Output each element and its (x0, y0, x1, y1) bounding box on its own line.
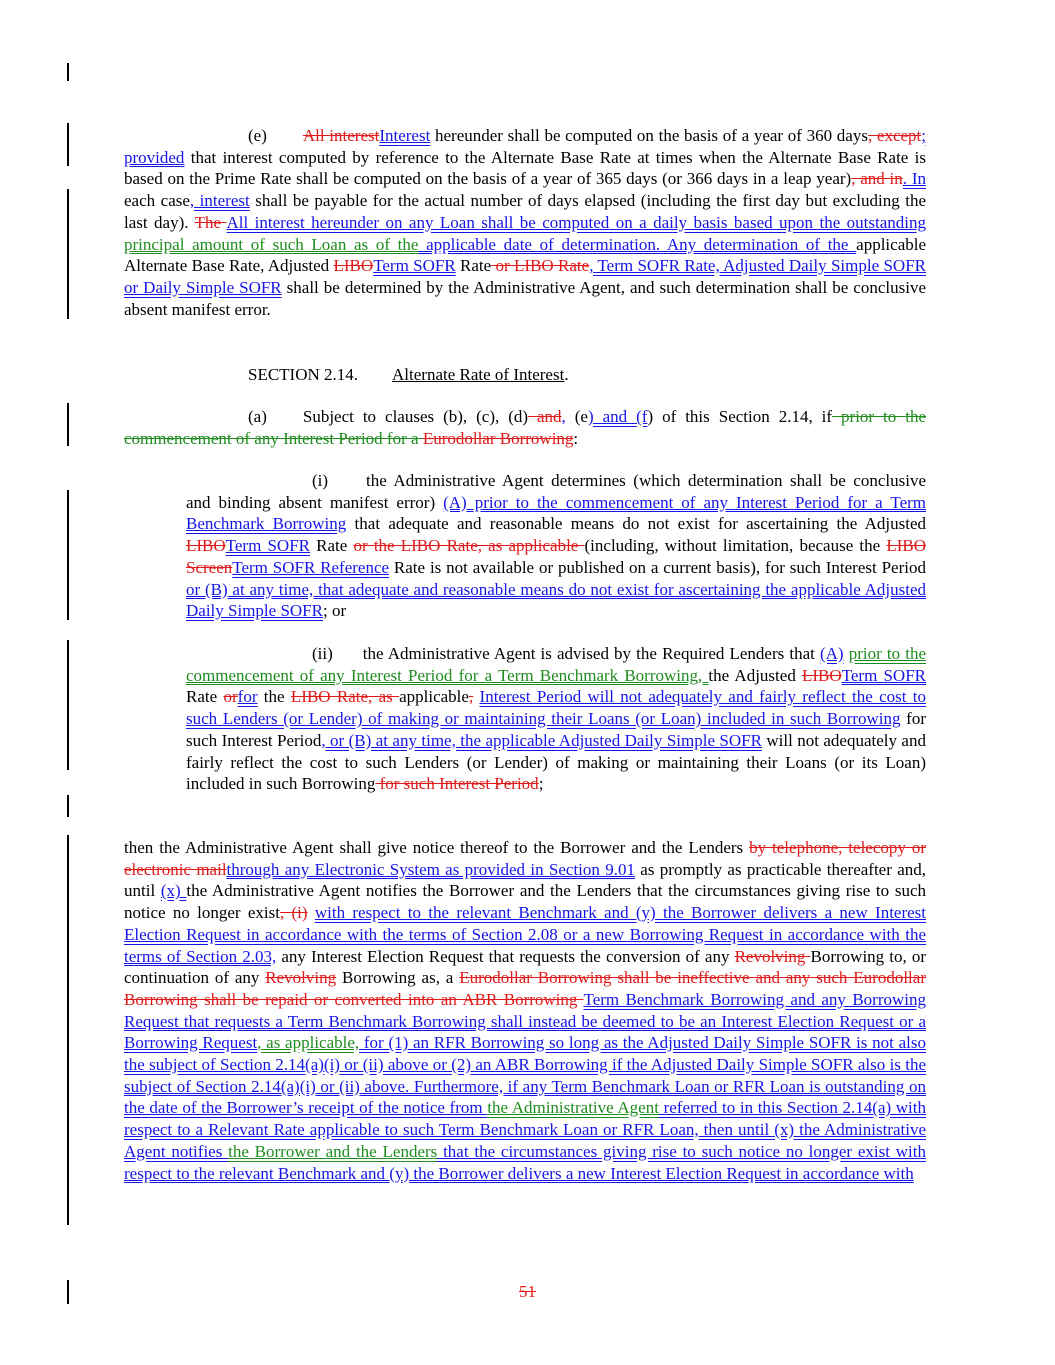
paragraph-then (124, 837, 926, 1184)
inserted-text: applicable date of determination. Any determination of the (418, 234, 857, 254)
inserted-text: through any Electronic System as provided in Section 9.01 (226, 859, 635, 879)
paragraph-ii-label: (ii) (312, 644, 333, 663)
paragraph-a-label: (a) (248, 407, 267, 426)
text-run: Subject to clauses (b), (c), (d) (302, 407, 529, 426)
inserted-text: or (B) at any time, that adequate and reasonable means do not exist for ascertaining the applicable Adjusted Daily Simple SOFR (186, 579, 926, 621)
text-run: each case (124, 191, 190, 211)
paragraph-a (124, 406, 926, 449)
deleted-text: or (223, 687, 238, 707)
inserted-text: referred to in this Section 2.14(a) with respect to a Relevant Rate applicable to such Term Benchmark Loan or RFR Loan, then until (x) the Administrative Agent notifies (124, 1098, 927, 1161)
change-bar (67, 123, 69, 166)
text-run: Rate (310, 536, 354, 556)
text-run: the (257, 687, 291, 707)
section-heading (124, 364, 926, 386)
text-run: Rate (455, 256, 492, 276)
inserted-text: (x) (160, 881, 187, 901)
deleted-text: LIBO Screen (186, 536, 927, 577)
text-run: will not adequately and fairly reflect the cost to such Lenders (or Lender) of making or maintaining their Loans (or its Loan) included in such Borrowing (186, 730, 926, 794)
deleted-text: LIBO Rate, as (290, 687, 400, 707)
paragraph-e-text (124, 126, 926, 319)
text-run: ; or (322, 601, 347, 621)
inserted-text: (A) prior to the commencement of any Interest Period for a Term Benchmark Borrowing (186, 492, 927, 534)
text-run: that interest computed by reference to the Alternate Base Rate at times when the Alternate Base Rate is based on the Prime Rate shall be computed on the basis of a year of 365 days (or 366 days in a leap year) (124, 147, 926, 189)
inserted-text: , interest (189, 191, 250, 211)
inserted-text: that the circumstances giving rise to such notice no longer exist with respect to the relevant Benchmark and (y) the Borrower delivers a new Interest Election Request in accordance with (124, 1141, 926, 1183)
inserted-text: ) and (f (587, 407, 648, 426)
section-title: Alternate Rate of Interest (392, 365, 565, 384)
text-run: : (573, 428, 579, 448)
deleted-text: Eurodollar Borrowing (422, 428, 574, 448)
paragraph-ii-text (186, 644, 926, 793)
text-run: the Administrative Agent notifies the Borrower and the Lenders that the circumstances giving rise to such notice no longer exist (124, 881, 926, 923)
moved-text: principal amount of such Loan as of the (124, 234, 419, 254)
moved-text: prior to the commencement of any Interest Period for a Term Benchmark Borrowing, (186, 644, 926, 685)
deleted-text: LIBO (186, 536, 226, 556)
inserted-text: Interest Period will not adequately and fairly reflect the cost to such Lenders (or Lender) of making or maintaining their Loans (or Loan) included in such Borrowing (186, 687, 927, 729)
text-run: shall be payable for the actual number of days elapsed (including the first day but excluding the last day). (124, 191, 926, 232)
deleted-text: LIBO (333, 256, 374, 276)
text-run: Rate is not available or published on a current basis), for such Interest Period (389, 557, 926, 577)
inserted-text: (A) (819, 644, 844, 663)
deleted-text: or the LIBO Rate, as applicable (353, 536, 585, 556)
deleted-text: Revolving (734, 946, 811, 966)
inserted-text: , (561, 407, 566, 426)
inserted-text: , Term SOFR Rate, Adjusted Daily Simple SOFR or Daily Simple SOFR (124, 256, 927, 297)
deleted-text: LIBO (802, 665, 842, 685)
paragraph-then-text (124, 838, 926, 1183)
section-title-period: . (564, 365, 569, 384)
deleted-text: , and in (851, 169, 903, 189)
inserted-text: Term SOFR (841, 665, 927, 685)
deleted-text: , (468, 687, 474, 707)
inserted-text: Term SOFR (373, 256, 456, 276)
text-run: Borrowing as, a (336, 968, 460, 988)
change-bar (67, 795, 69, 817)
deleted-text: , (i) (279, 903, 308, 923)
change-bar (67, 63, 69, 81)
text-run: then the Administrative Agent shall give notice thereof to the Borrower and the Lenders (124, 838, 750, 857)
paragraph-ii (186, 643, 926, 795)
text-run: the Adjusted (708, 665, 802, 685)
inserted-text: for (237, 687, 258, 707)
paragraph-i-label: (i) (312, 471, 329, 490)
moved-deleted-text: prior to the commencement of any Interest Period for a (124, 407, 927, 448)
moved-text: the Borrower and the Lenders (228, 1141, 438, 1161)
inserted-text: for (1) an RFR Borrowing so long as the Adjusted Daily Simple SOFR is not also the subject of Section 2.14(a)(i) or (ii) above or (2) an ABR Borrowing if the Adjusted Daily Simple SOFR also is the subject of Section 2.14(a)(i) or (ii) above. Furthermore, if any Term Benchmark Loan or RFR Loan is outstanding on the date of the Borrower’s receipt of the notice from (124, 1033, 927, 1118)
page-number: 51 (519, 1282, 536, 1301)
inserted-text: . In (902, 169, 926, 189)
paragraph-a-text (124, 407, 926, 448)
section-number: SECTION 2.14. (248, 365, 359, 384)
text-run: Borrowing to, or continuation of any (124, 946, 926, 988)
moved-text: the Administrative Agent (487, 1098, 659, 1118)
change-bar (67, 210, 69, 319)
inserted-text: , or (B) at any time, the applicable Adjusted Daily Simple SOFR (321, 730, 762, 750)
text-run: (e (565, 407, 588, 426)
change-bar (67, 189, 69, 211)
text-run: ; (538, 774, 544, 794)
text-run: Rate (186, 687, 224, 707)
change-bar (67, 835, 69, 1225)
text-run (308, 903, 315, 922)
inserted-text: Interest (379, 126, 431, 145)
inserted-text: Term SOFR Reference (232, 557, 390, 577)
deleted-text: by telephone, telecopy or electronic mail (124, 838, 926, 879)
text-run: hereunder shall be computed on the basis of a year of 360 days (430, 126, 868, 145)
inserted-text: with respect to the relevant Benchmark and (y) the Borrower delivers a new Interest Election Request in accordance with the terms of Section 2.08 or a new Borrowing Request in accordance with the terms of Section 2.03, (124, 903, 927, 966)
text-run: ) of this Section 2.14, if (647, 407, 833, 426)
paragraph-e (124, 125, 926, 320)
inserted-text: Term SOFR (225, 536, 310, 556)
paragraph-e-label: (e) (248, 126, 267, 145)
deleted-text: The (194, 212, 227, 232)
text-run: applicable Alternate Base Rate, Adjusted (124, 234, 927, 276)
text-run: that adequate and reasonable means do not exist for ascertaining the Adjusted (346, 514, 926, 534)
inserted-text: ; provided (124, 126, 927, 167)
text-run: the Administrative Agent is advised by the Required Lenders that (362, 644, 820, 663)
moved-text: , as applicable, (257, 1033, 360, 1053)
text-run: shall be determined by the Administrative Agent, and such determination shall be conclusive absent manifest error. (124, 277, 927, 319)
deleted-text: All interest (302, 126, 380, 145)
deleted-text: , except (867, 126, 922, 145)
text-run: the Administrative Agent determines (which determination shall be conclusive and binding absent manifest error) (186, 471, 926, 512)
deleted-text: and (528, 407, 562, 426)
text-run: applicable (399, 687, 469, 707)
text-run: any Interest Election Request that requests the conversion of any (276, 946, 735, 966)
change-bar (67, 640, 69, 770)
inserted-text: All interest hereunder on any Loan shall be computed on a daily basis based upon the outstanding (226, 212, 926, 232)
change-bar (67, 403, 69, 446)
deleted-text: or LIBO Rate (491, 256, 590, 276)
paragraph-i-text (186, 471, 926, 620)
paragraph-i (186, 470, 926, 622)
text-run: (including, without limitation, because the (584, 536, 887, 556)
deleted-text: Revolving (265, 968, 337, 988)
deleted-text: for such Interest Period (375, 774, 539, 794)
inserted-text: Term Benchmark Borrowing and any Borrowing Request that requests a Term Benchmark Borrowing shall instead be deemed to be an Interest Election Request or a Borrowing Request (124, 989, 926, 1053)
text-run: as promptly as practicable thereafter and, until (124, 859, 926, 901)
deleted-text: Eurodollar Borrowing shall be ineffective and any such Eurodollar Borrowing shall be repaid or converted into an ABR Borrowing (124, 968, 926, 1009)
change-bar (67, 490, 69, 620)
text-run: for such Interest Period (186, 709, 927, 750)
